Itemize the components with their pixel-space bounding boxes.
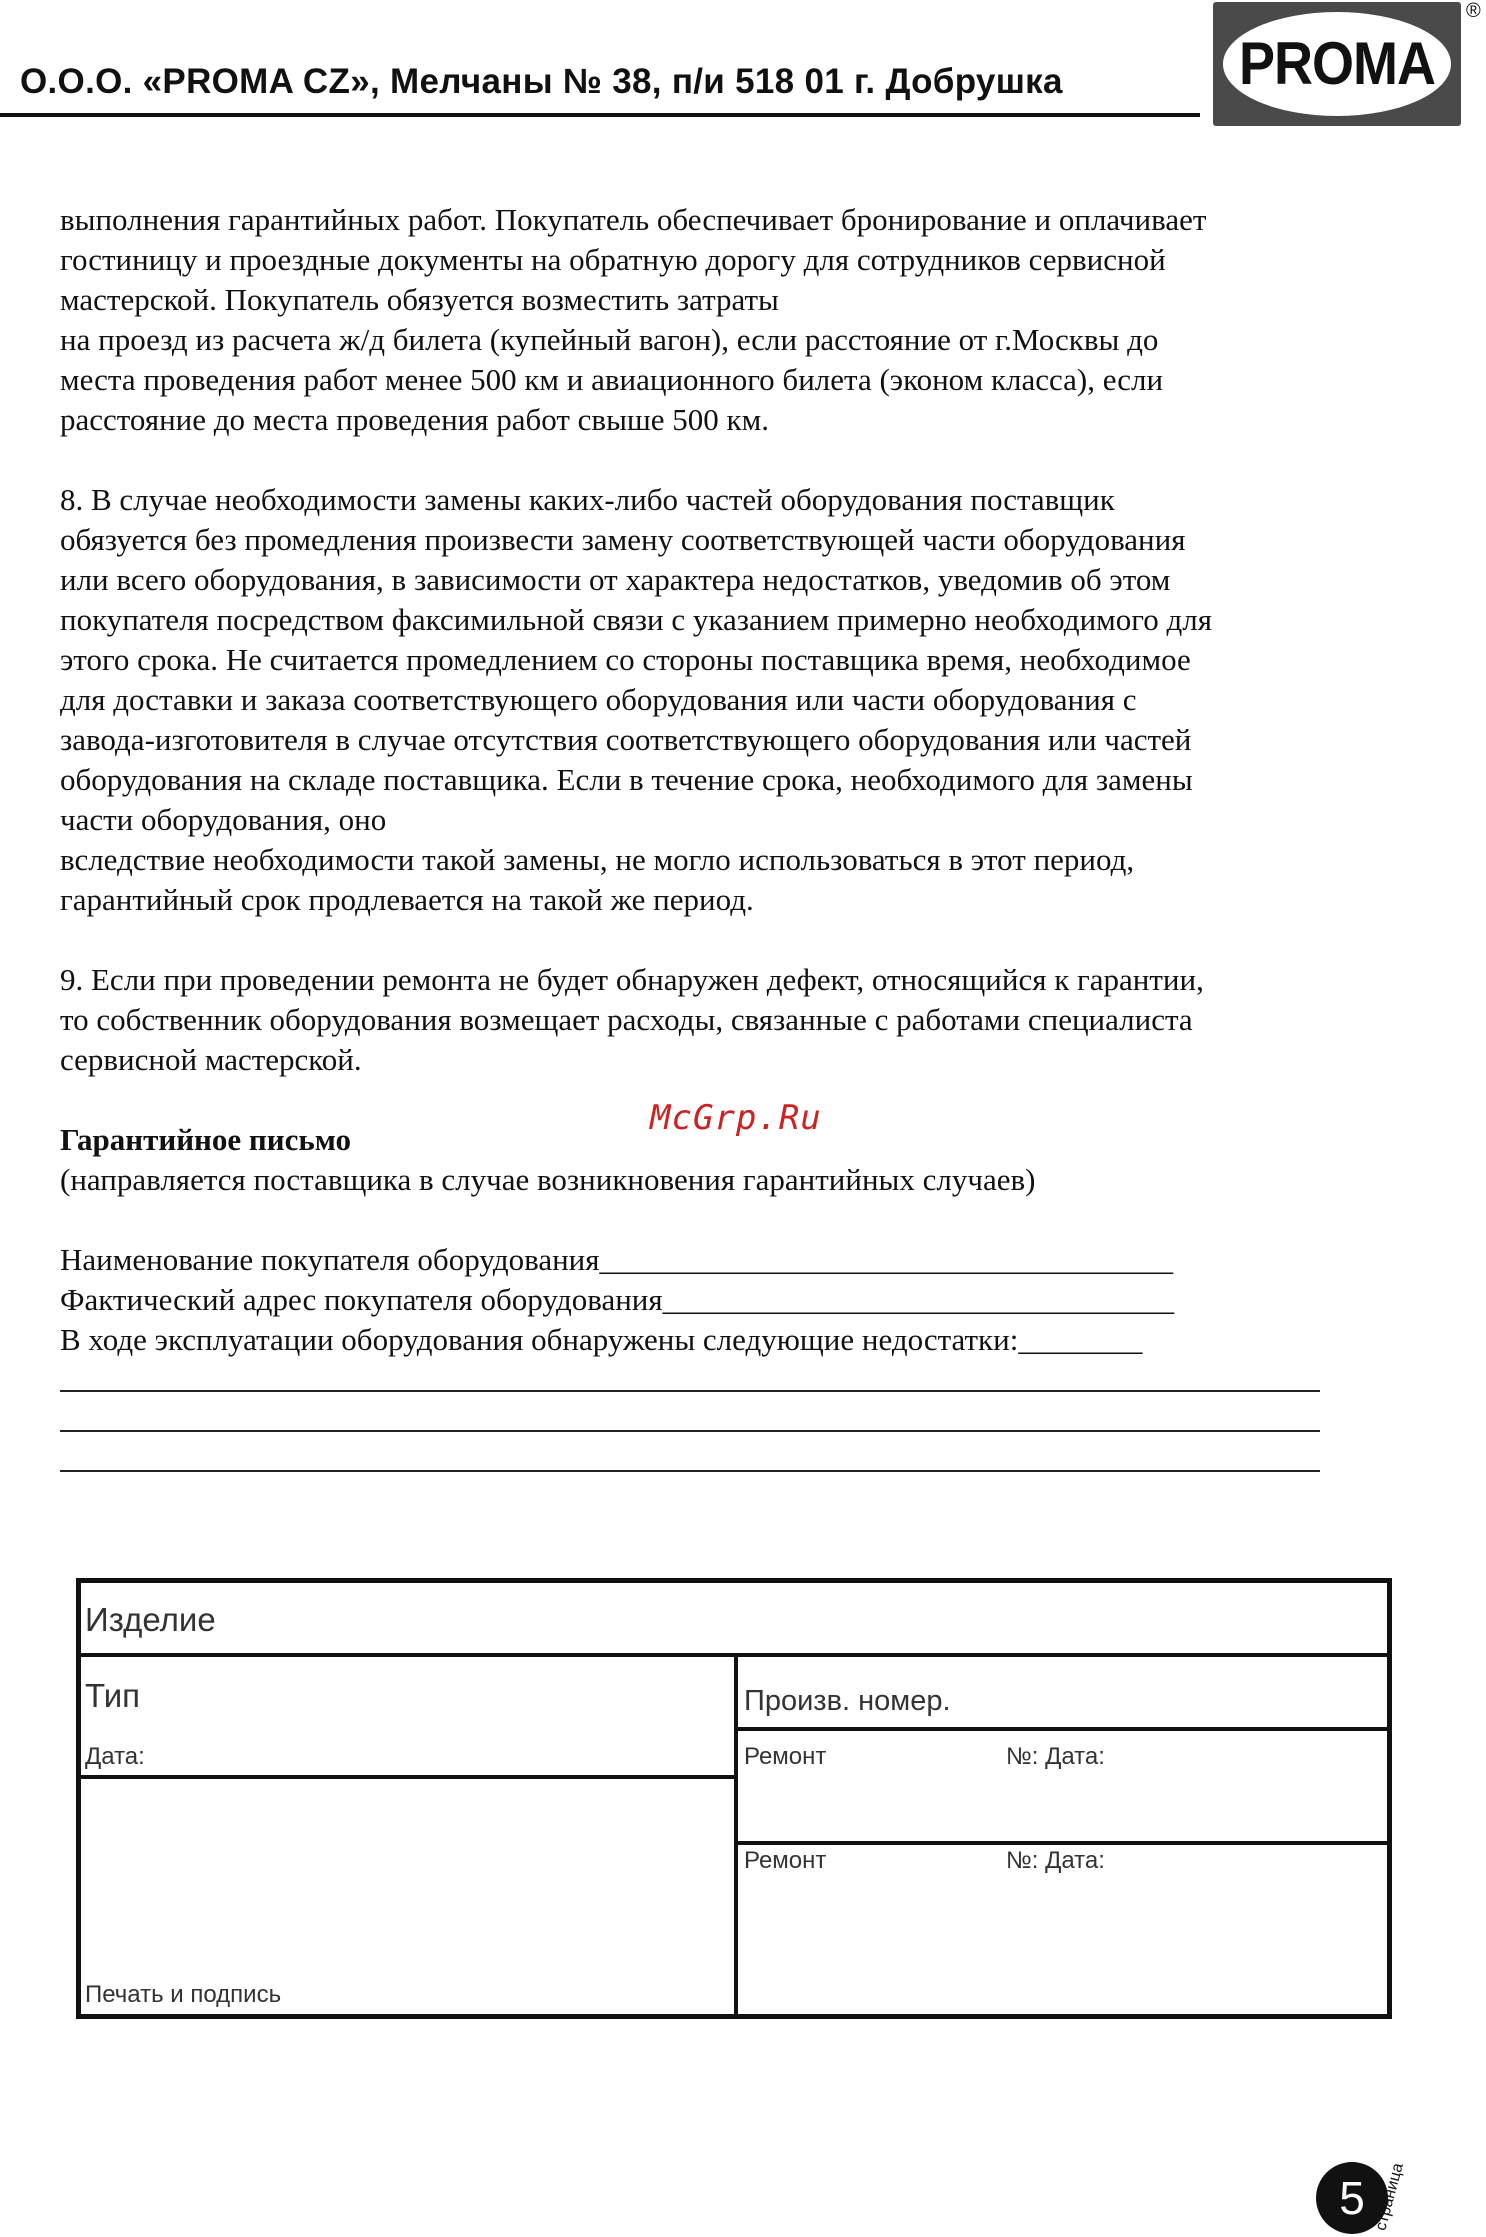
text-line: части оборудования, оно bbox=[60, 802, 387, 837]
paragraph-8 bbox=[60, 480, 1400, 920]
blank-line bbox=[60, 1392, 1320, 1432]
paragraph-7 bbox=[60, 200, 1400, 440]
text-line: места проведения работ менее 500 км и авиационного билета (эконом класса), если bbox=[60, 362, 1164, 397]
watermark: McGrp.Ru bbox=[650, 1098, 822, 1138]
text-line: 9. Если при проведении ремонта не будет обнаружен дефект, относящийся к гарантии, bbox=[60, 962, 1204, 997]
buyer-name-field: Наименование покупателя оборудования_____________________________________ bbox=[60, 1242, 1174, 1277]
text-line: покупателя посредством факсимильной связи с указанием примерно необходимого для bbox=[60, 602, 1212, 637]
letter-subtitle: (направляется поставщика в случае возникновения гарантийных случаев) bbox=[60, 1162, 1036, 1197]
type-label: Тип bbox=[85, 1677, 141, 1714]
stamp-signature-label: Печать и подпись bbox=[85, 1981, 282, 2008]
paragraph-9 bbox=[60, 960, 1400, 1080]
company-header: О.О.О. «PROMA CZ», Мелчаны № 38, п/и 518 01 г. Добрушка bbox=[20, 62, 1063, 101]
buyer-address-field: Фактический адрес покупателя оборудования_________________________________ bbox=[60, 1282, 1175, 1317]
product-label: Изделие bbox=[85, 1601, 216, 1638]
text-line: расстояние до места проведения работ свыше 500 км. bbox=[60, 402, 769, 437]
logo-oval bbox=[1223, 12, 1451, 116]
date-label: Дата: bbox=[85, 1743, 145, 1770]
registered-mark-icon: ® bbox=[1466, 0, 1481, 22]
serial-number-label: Произв. номер. bbox=[744, 1685, 951, 1717]
text-line: сервисной мастерской. bbox=[60, 1042, 362, 1077]
warranty-card-table bbox=[76, 1578, 1392, 2019]
text-line: на проезд из расчета ж/д билета (купейный вагон), если расстояние от г.Москвы до bbox=[60, 322, 1159, 357]
text-line: завода-изготовителя в случае отсутствия соответствующего оборудования или частей bbox=[60, 722, 1192, 757]
text-line: оборудования на складе поставщика. Если в течение срока, необходимого для замены bbox=[60, 762, 1193, 797]
text-line: вследствие необходимости такой замены, не могло использоваться в этот период, bbox=[60, 842, 1135, 877]
text-line: или всего оборудования, в зависимости от характера недостатков, уведомив об этом bbox=[60, 562, 1171, 597]
text-line: гостиницу и проездные документы на обратную дорогу для сотрудников сервисной bbox=[60, 242, 1166, 277]
page-number: 5 bbox=[1316, 2162, 1388, 2234]
blank-line bbox=[60, 1352, 1320, 1392]
text-line: для доставки и заказа соответствующего оборудования или части оборудования с bbox=[60, 682, 1137, 717]
header-rule bbox=[0, 113, 1200, 117]
text-line: то собственник оборудования возмещает расходы, связанные с работами специалиста bbox=[60, 1002, 1193, 1037]
text-line: гарантийный срок продлевается на такой же период. bbox=[60, 882, 754, 917]
repair-1-label: Ремонт bbox=[744, 1743, 827, 1770]
repair-2-label: Ремонт bbox=[744, 1847, 827, 1874]
text-line: мастерской. Покупатель обязуется возместить затраты bbox=[60, 282, 779, 317]
defects-field: В ходе эксплуатации оборудования обнаружены следующие недостатки:________ bbox=[60, 1322, 1143, 1357]
letter-title: Гарантийное письмо bbox=[60, 1122, 352, 1157]
proma-logo bbox=[1213, 2, 1461, 126]
document-body bbox=[60, 200, 1400, 1480]
page-word: страница bbox=[1372, 2161, 1407, 2233]
text-line: 8. В случае необходимости замены каких-либо частей оборудования поставщик bbox=[60, 482, 1115, 517]
text-line: обязуется без промедления произвести замену соответствующей части оборудования bbox=[60, 522, 1186, 557]
logo-text: PROMA bbox=[1239, 30, 1435, 98]
text-line: выполнения гарантийных работ. Покупатель обеспечивает бронирование и оплачивает bbox=[60, 202, 1207, 237]
repair-1-number-date: №: Дата: bbox=[1006, 1743, 1105, 1770]
text-line: этого срока. Не считается промедлением со стороны поставщика время, необходимое bbox=[60, 642, 1191, 677]
repair-2-number-date: №: Дата: bbox=[1006, 1847, 1105, 1874]
blank-line bbox=[60, 1432, 1320, 1472]
